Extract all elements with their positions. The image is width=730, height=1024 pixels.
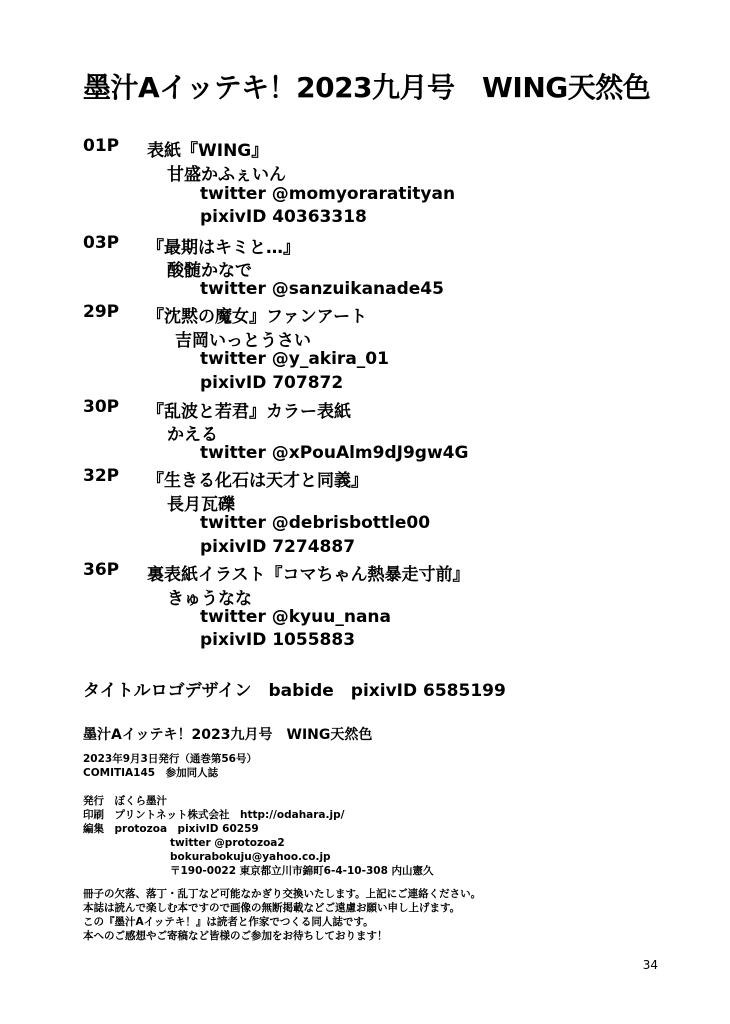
colophon-editor-email: bokurabokuju@yahoo.co.jp: [170, 851, 331, 863]
author-name: きゅうなな: [167, 589, 252, 609]
page-number-01: 01P: [83, 136, 120, 156]
page-number-32: 32P: [83, 466, 120, 486]
page-number-30: 30P: [83, 397, 120, 417]
author-twitter: twitter @sanzuikanade45: [200, 279, 444, 299]
work-title: 『乱波と若君』カラー表紙: [147, 402, 351, 422]
author-twitter: twitter @momyoraratityan: [200, 184, 456, 204]
colophon-issue-date: 2023年9月3日発行（通巻第56号）: [83, 753, 257, 765]
page-title: 墨汁Aイッテキ！2023九月号 WING天然色: [83, 71, 651, 104]
author-pixiv: pixivID 707872: [200, 373, 344, 393]
work-title: 裏表紙イラスト『コマちゃん熱暴走寸前』: [147, 565, 470, 585]
colophon-publisher: 発行 ぼくら墨汁: [83, 795, 167, 807]
colophon-editor: 編集 protozoa pixivID 60259: [83, 823, 259, 835]
colophon-title: 墨汁Aイッテキ！2023九月号 WING天然色: [83, 727, 373, 743]
colophon-editor-twitter: twitter @protozoa2: [170, 837, 285, 849]
author-name: 甘盛かふぇいん: [167, 165, 286, 185]
work-title: 『最期はキミと…』: [147, 238, 300, 258]
page-number-29: 29P: [83, 302, 120, 322]
author-twitter: twitter @kyuu_nana: [200, 607, 391, 627]
colophon-printer: 印刷 プリントネット株式会社 http://odahara.jp/: [83, 809, 345, 821]
author-twitter: twitter @debrisbottle00: [200, 513, 431, 533]
work-title: 『生きる化石は天才と同義』: [147, 471, 368, 491]
author-pixiv: pixivID 40363318: [200, 207, 367, 227]
author-pixiv: pixivID 1055883: [200, 630, 356, 650]
page-number-03: 03P: [83, 233, 120, 253]
author-name: 酸髄かなで: [167, 261, 252, 281]
work-title: 表紙『WING』: [147, 141, 269, 161]
notice-line: 本誌は読んで楽しむ本ですので画像の無断掲載などご遠慮お願い申し上げます。: [83, 902, 461, 914]
author-name: かえる: [167, 425, 218, 445]
notice-line: この『墨汁Aイッテキ！』は読者と作家でつくる同人誌です。: [83, 916, 374, 928]
colophon-editor-address: 〒190-0022 東京都立川市錦町6-4-10-308 内山憲久: [170, 865, 434, 877]
author-name: 長月瓦礫: [167, 495, 235, 515]
author-twitter: twitter @xPouAlm9dJ9gw4G: [200, 443, 469, 463]
author-pixiv: pixivID 7274887: [200, 537, 356, 557]
logo-credit: タイトルロゴデザイン babide pixivID 6585199: [83, 681, 506, 701]
notice-line: 冊子の欠落、落丁・乱丁など可能なかぎり交換いたします。上記にご連絡ください。: [83, 888, 482, 900]
author-twitter: twitter @y_akira_01: [200, 349, 389, 369]
work-title: 『沈黙の魔女』ファンアート: [147, 307, 368, 327]
notice-line: 本へのご感想やご寄稿など皆様のご参加をお待ちしております！: [83, 930, 388, 942]
page-number-36: 36P: [83, 560, 120, 580]
page-number: 34: [642, 958, 658, 972]
colophon-event: COMITIA145 参加同人誌: [83, 767, 219, 779]
author-name: 吉岡いっとうさい: [175, 331, 311, 351]
